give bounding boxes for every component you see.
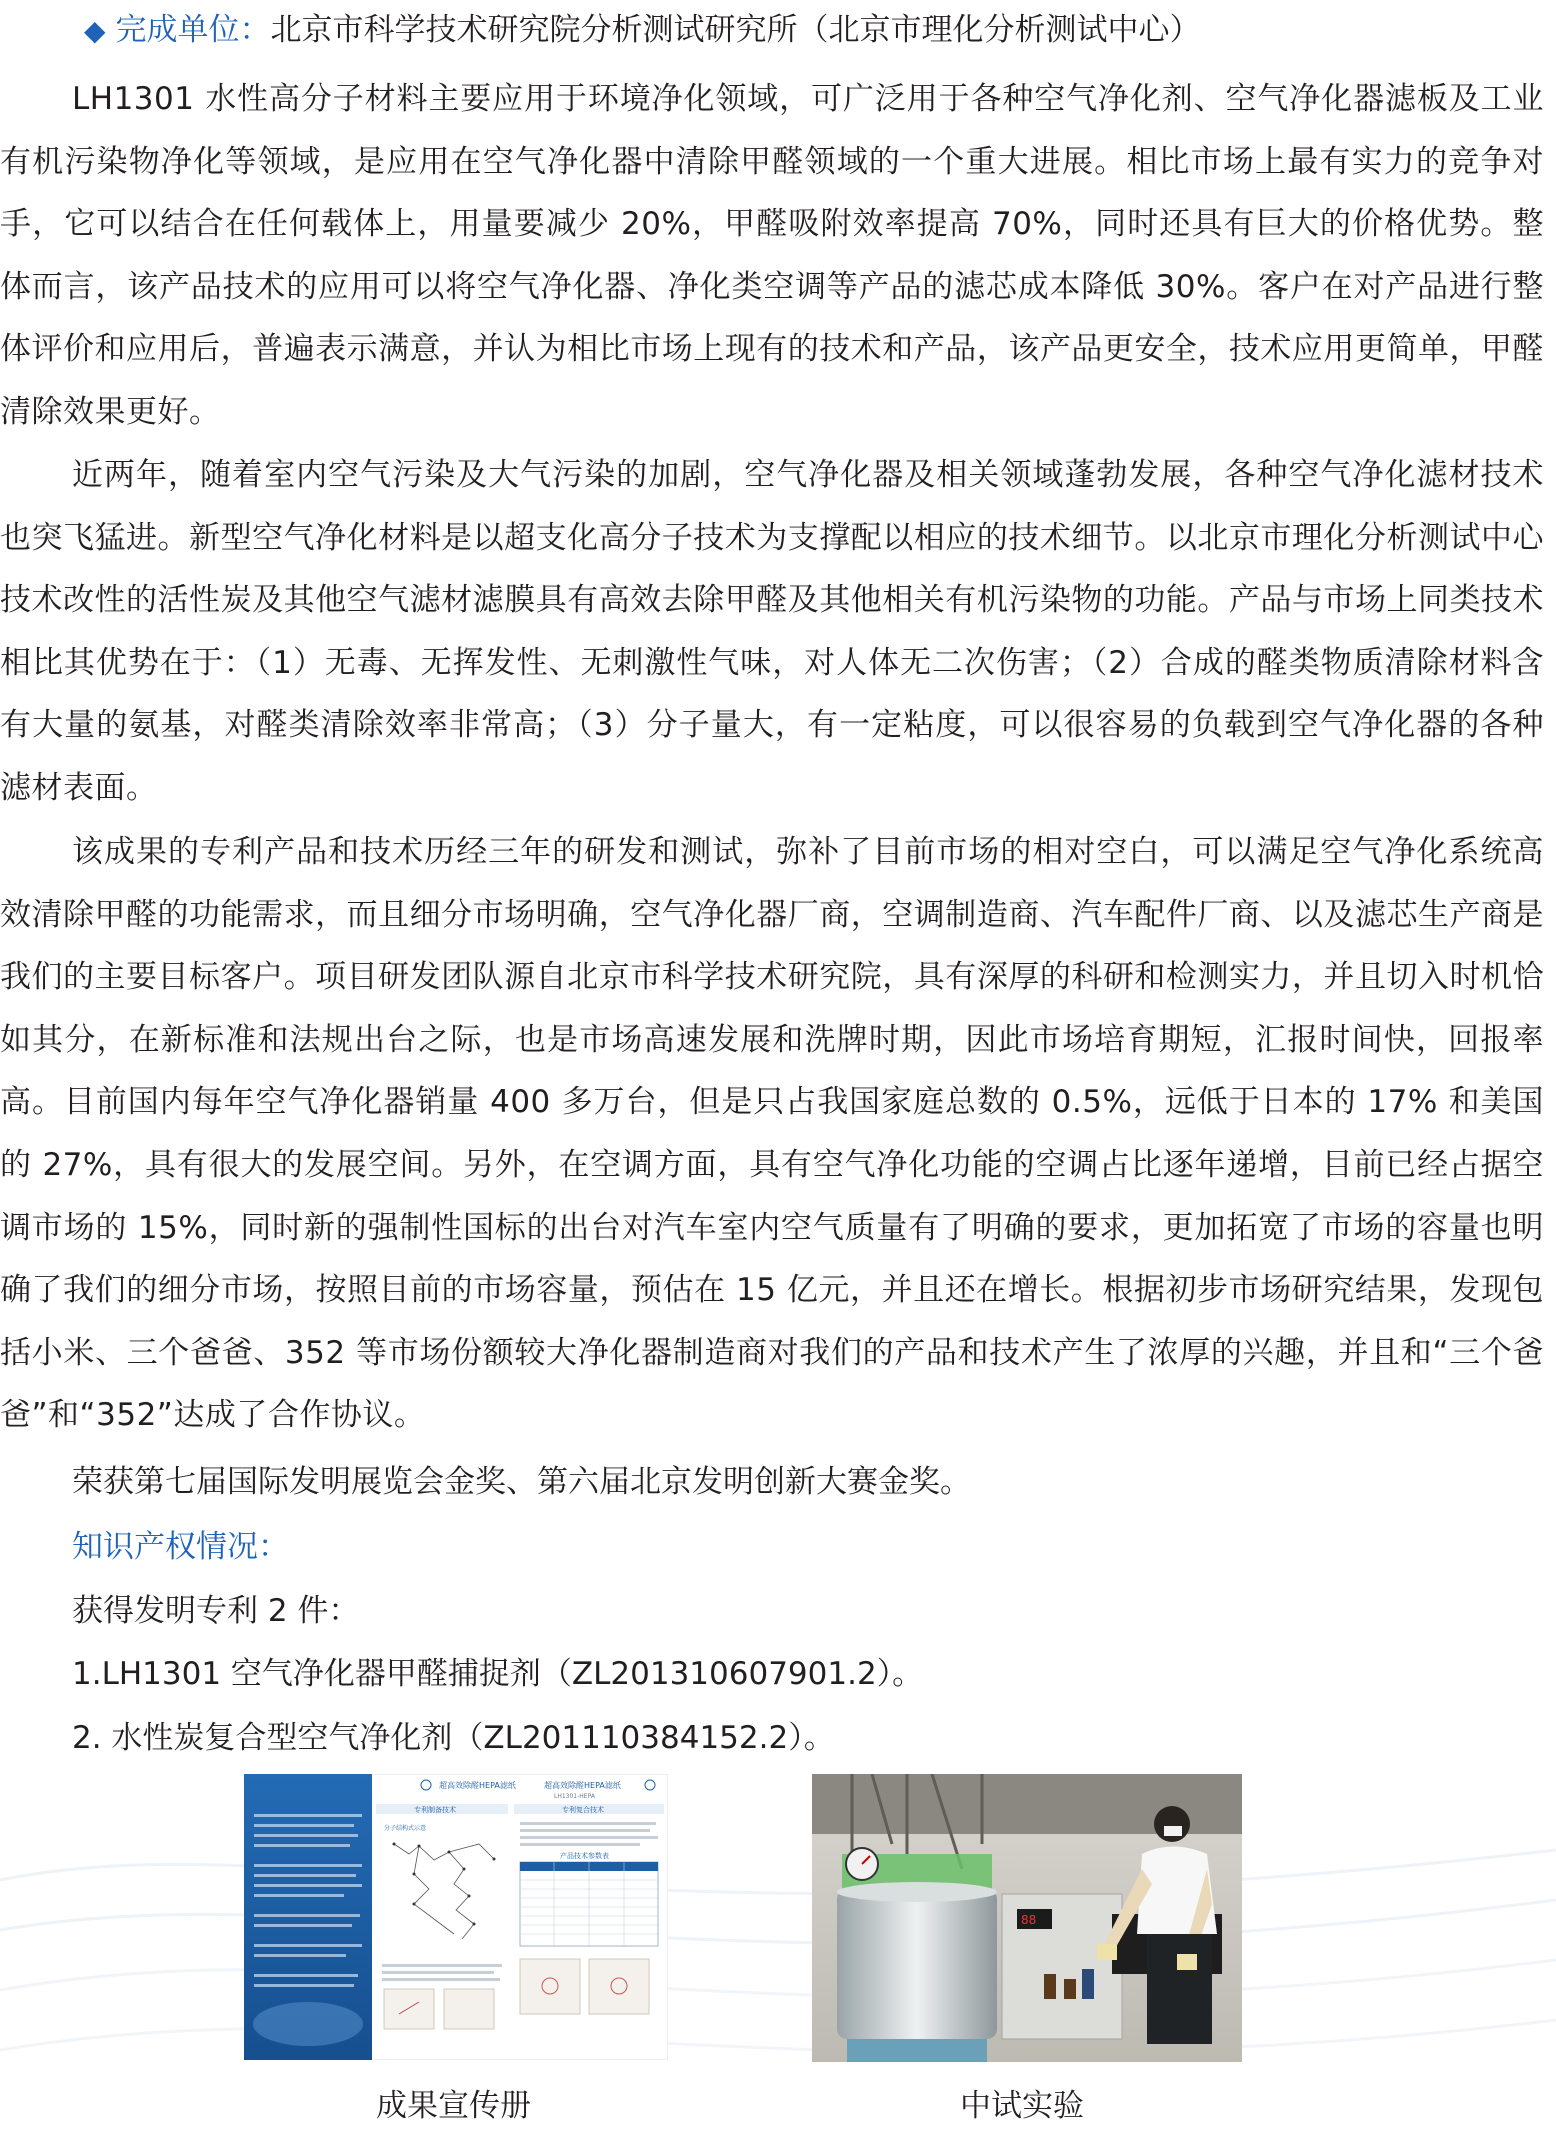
brochure-subtitle: LH1301-HEPA [554, 1793, 595, 1800]
brochure-title-left: 超高效除醛HEPA滤纸 [439, 1781, 516, 1790]
patent-item-2: 2. 水性炭复合型空气净化剂（ZL201110384152.2）。 [72, 1720, 835, 1756]
patent-item-1: 1.LH1301 空气净化器甲醛捕捉剂（ZL201310607901.2）。 [72, 1656, 924, 1692]
paragraph-market-analysis: 该成果的专利产品和技术历经三年的研发和测试，弥补了目前市场的相对空白，可以满足空气净化系统高效清除甲醛的功能需求，而且细分市场明确，空气净化器厂商，空调制造商、汽车配件厂商、以及滤芯生产商是我们的主要目标客户。项目研发团队源自北京市科学技术研究院，具有深厚的科研和检测实力，并且切入时机恰如其分，在新标准和法规出台之际，也是市场高速发展和洗牌时期，因此市场培育期短，汇报时间快，回报率高。目前国内每年空气净化器销量 400 多万台，但是只占我国家庭总数的 0.5%，远低于日本的 17% 和美国的 27%，具有很大的发展空间。另外，在空调方面，具有空气净化功能的空调占比逐年递增，目前已经占据空调市场的 15%，同时新的强制性国标的出台对汽车室内空气质量有了明确的要求，更加拓宽了市场的容量也明确了我们的细分市场，按照目前的市场容量，预估在 15 亿元，并且还在增长。根据初步市场研究结果，发现包括小米、三个爸爸、352 等市场份额较大净化器制造商对我们的产品和技术产生了浓厚的兴趣，并且和“三个爸爸”和“352”达成了合作协议。 [0, 834, 1544, 1434]
ip-summary: 获得发明专利 2 件： [72, 1593, 360, 1629]
panel-title-1: 专利制备技术 [414, 1806, 456, 1814]
diamond-bullet-icon: ◆ [84, 14, 106, 47]
unit-heading [84, 8, 1201, 53]
brochure-image [244, 1774, 668, 2060]
panel-title-3: 产品技术参数表 [560, 1852, 609, 1860]
award-line: 荣获第七届国际发明展览会金奖、第六届北京发明创新大赛金奖。 [72, 1464, 971, 1500]
brochure-graphic [244, 1774, 668, 2060]
pilot-experiment-photo [812, 1774, 1242, 2062]
unit-label: 完成单位： [115, 12, 271, 48]
svg-text:88: 88 [1021, 1913, 1037, 1927]
panel-title-2: 专利复合技术 [562, 1806, 604, 1814]
ip-heading: 知识产权情况： [72, 1529, 289, 1565]
caption-brochure: 成果宣传册 [376, 2088, 531, 2124]
unit-value: 北京市科学技术研究院分析测试研究所（北京市理化分析测试中心） [270, 12, 1201, 48]
paragraph-product-intro: LH1301 水性高分子材料主要应用于环境净化领域，可广泛用于各种空气净化剂、空气净化器滤板及工业有机污染物净化等领域，是应用在空气净化器中清除甲醛领域的一个重大进展。相比市场上最有实力的竞争对手，它可以结合在任何载体上，用量要减少 20%，甲醛吸附效率提高 70%，同时还具有巨大的价格优势。整体而言，该产品技术的应用可以将空气净化器、净化类空调等产品的滤芯成本降低 30%。客户在对产品进行整体评价和应用后，普遍表示满意，并认为相比市场上现有的技术和产品，该产品更安全，技术应用更简单，甲醛清除效果更好。 [0, 81, 1544, 430]
chart-caption: 分子结构式示意 [384, 1825, 427, 1832]
paragraph-market-background: 近两年，随着室内空气污染及大气污染的加剧，空气净化器及相关领域蓬勃发展，各种空气净化滤材技术也突飞猛进。新型空气净化材料是以超支化高分子技术为支撑配以相应的技术细节。以北京市理化分析测试中心技术改性的活性炭及其他空气滤材滤膜具有高效去除甲醛及其他相关有机污染物的功能。产品与市场上同类技术相比其优势在于：（1）无毒、无挥发性、无刺激性气味，对人体无二次伤害；（2）合成的醛类物质清除材料含有大量的氨基，对醛类清除效率非常高；（3）分子量大，有一定粘度，可以很容易的负载到空气净化器的各种滤材表面。 [0, 457, 1544, 806]
caption-pilot-experiment: 中试实验 [960, 2088, 1084, 2124]
pilot-experiment-graphic [812, 1774, 1242, 2062]
background-waves [0, 1760, 1556, 2141]
brochure-title-right: 超高效除醛HEPA滤纸 [544, 1781, 621, 1790]
